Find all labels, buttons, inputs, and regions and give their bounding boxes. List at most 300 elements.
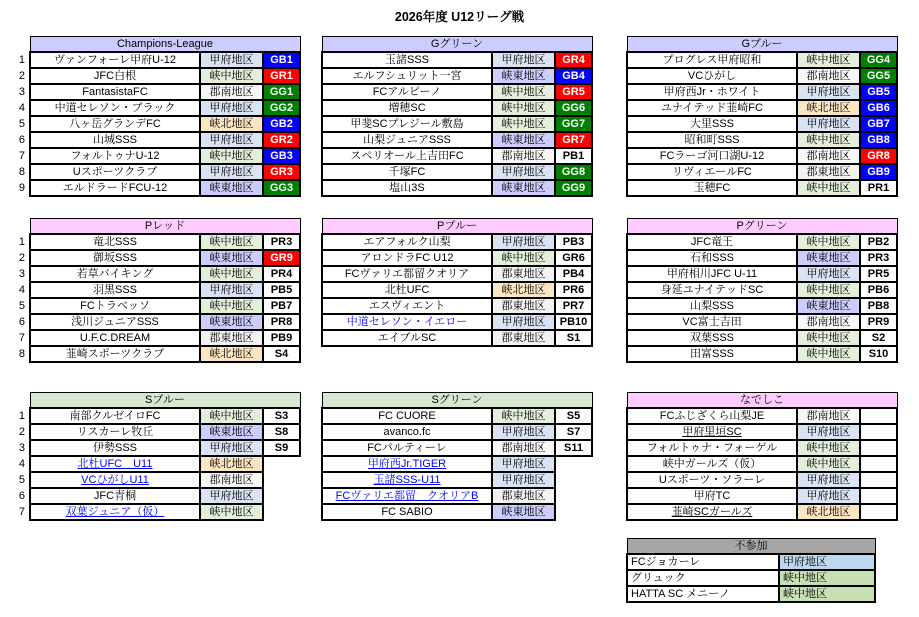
table-row xyxy=(14,100,300,116)
team-name-cell xyxy=(627,488,797,504)
district-cell: 峡東地区 xyxy=(200,314,263,330)
team-name-cell xyxy=(30,346,200,362)
district-cell: 峡中地区 xyxy=(779,570,875,586)
table-row xyxy=(14,282,300,298)
row-number xyxy=(611,408,627,424)
district-cell: 甲府地区 xyxy=(492,314,555,330)
district-cell: 峡中地区 xyxy=(797,234,860,250)
code-cell: GG7 xyxy=(555,116,592,132)
district-cell: 甲府地区 xyxy=(797,84,860,100)
table-row xyxy=(14,330,300,346)
team-name: 南部クルゼイロFC xyxy=(69,410,161,422)
table-row xyxy=(14,250,300,266)
district-cell: 郡南地区 xyxy=(797,314,860,330)
district-cell: 峡中地区 xyxy=(492,84,555,100)
team-name-link[interactable]: FCヴァリエ都留 クオリアB xyxy=(335,490,479,502)
row-number xyxy=(306,164,322,180)
team-name: 韮崎SCガールズ xyxy=(671,506,753,518)
team-name-cell xyxy=(30,314,200,330)
district-cell: 峡中地区 xyxy=(200,148,263,164)
table-row xyxy=(14,504,300,520)
empty-code-area xyxy=(555,456,592,472)
team-name-cell xyxy=(627,148,797,164)
team-name-cell xyxy=(322,234,492,250)
team-name-cell[interactable] xyxy=(322,456,492,472)
district-cell: 甲府地区 xyxy=(200,282,263,298)
row-number xyxy=(306,488,322,504)
team-name-cell xyxy=(30,250,200,266)
team-name: グリュック xyxy=(631,572,686,584)
team-name-link[interactable]: 甲府西Jr.TIGER xyxy=(367,458,447,470)
team-name: フォルトゥナU-12 xyxy=(70,150,160,162)
code-cell: PR4 xyxy=(263,266,300,282)
row-number xyxy=(611,314,627,330)
empty-code-area xyxy=(263,472,300,488)
row-number xyxy=(611,440,627,456)
team-name: Uスポーツ・ソラーレ xyxy=(658,474,766,486)
row-number xyxy=(306,180,322,196)
district-cell: 峡中地区 xyxy=(200,408,263,424)
header-spacer xyxy=(306,219,322,235)
row-number xyxy=(611,266,627,282)
team-name-cell xyxy=(627,298,797,314)
code-cell: PB10 xyxy=(555,314,592,330)
row-number: 8 xyxy=(18,166,25,178)
code-cell: GR1 xyxy=(263,68,300,84)
team-name-cell xyxy=(322,132,492,148)
team-name-cell xyxy=(322,282,492,298)
row-number: 9 xyxy=(18,182,25,194)
district-cell: 峡北地区 xyxy=(797,504,860,520)
row-number: 4 xyxy=(18,284,25,296)
district-cell: 峡中地区 xyxy=(200,504,263,520)
district-cell: 峡東地区 xyxy=(492,68,555,84)
table-row xyxy=(14,346,300,362)
district-cell: 郡東地区 xyxy=(200,330,263,346)
table-row xyxy=(611,314,897,330)
team-name-cell xyxy=(627,180,797,196)
table-row xyxy=(611,408,897,424)
code-cell: PB6 xyxy=(860,282,897,298)
team-name-cell xyxy=(322,116,492,132)
team-name: FCふじざくら山梨JE xyxy=(659,410,765,422)
row-number xyxy=(306,298,322,314)
table-row xyxy=(306,266,592,282)
team-name: FCヴァリエ都留クオリア xyxy=(344,268,470,280)
team-name-cell[interactable] xyxy=(30,472,200,488)
row-number: 7 xyxy=(18,150,25,162)
table-p-blue xyxy=(306,218,593,347)
team-name-cell xyxy=(627,472,797,488)
team-name-cell xyxy=(627,408,797,424)
team-name-cell xyxy=(30,148,200,164)
district-cell: 峡中地区 xyxy=(200,298,263,314)
grid-pblue xyxy=(306,218,593,347)
table-row xyxy=(306,330,592,346)
code-cell: S10 xyxy=(860,346,897,362)
team-name-cell xyxy=(30,282,200,298)
table-row xyxy=(306,116,592,132)
header-spacer xyxy=(611,219,627,235)
district-cell: 甲府地区 xyxy=(797,472,860,488)
table-row xyxy=(14,148,300,164)
row-number xyxy=(611,586,627,602)
row-number: 4 xyxy=(18,458,25,470)
table-row xyxy=(611,424,897,440)
team-name-cell xyxy=(627,100,797,116)
table-row xyxy=(14,472,300,488)
district-cell: 甲府地区 xyxy=(492,52,555,68)
team-name: 伊勢SSS xyxy=(92,442,137,454)
code-cell: GR4 xyxy=(555,52,592,68)
team-name: リスカーレ牧丘 xyxy=(76,426,154,438)
table-s-blue xyxy=(14,392,301,521)
code-cell: GG8 xyxy=(555,164,592,180)
code-cell: PB2 xyxy=(860,234,897,250)
row-number xyxy=(611,84,627,100)
empty-code-area xyxy=(555,504,592,520)
table-row xyxy=(611,456,897,472)
team-name: 若草バイキング xyxy=(76,268,154,280)
table-row xyxy=(14,440,300,456)
team-name: 甲府相川JFC U-11 xyxy=(666,268,758,280)
team-name: 北杜UFC xyxy=(384,284,430,296)
district-cell: 郡南地区 xyxy=(200,472,263,488)
table-row xyxy=(306,234,592,250)
row-number xyxy=(611,68,627,84)
team-name: 甲斐SCプレジール敷島 xyxy=(350,118,464,130)
grid-pred xyxy=(14,218,301,363)
table-row xyxy=(14,234,300,250)
district-cell: 峡中地区 xyxy=(797,440,860,456)
row-number xyxy=(306,424,322,440)
row-number xyxy=(306,148,322,164)
team-name: VC富士吉田 xyxy=(682,316,742,328)
code-cell xyxy=(860,488,897,504)
team-name-cell xyxy=(627,68,797,84)
table-row xyxy=(306,424,592,440)
code-cell: PR3 xyxy=(860,250,897,266)
team-name-cell xyxy=(30,164,200,180)
table-row xyxy=(14,424,300,440)
header-spacer xyxy=(306,393,322,409)
team-name: エアフォルク山梨 xyxy=(363,236,451,248)
table-row xyxy=(14,266,300,282)
row-number xyxy=(306,100,322,116)
row-number xyxy=(306,314,322,330)
table-row xyxy=(306,504,592,520)
row-number xyxy=(611,472,627,488)
team-name-link[interactable]: 北杜UFC U11 xyxy=(77,458,153,470)
row-number xyxy=(306,472,322,488)
table-row xyxy=(611,488,897,504)
district-cell: 郡南地区 xyxy=(797,68,860,84)
team-name: 韮崎スポーツクラブ xyxy=(65,348,165,360)
header-spacer xyxy=(611,37,627,53)
team-name-cell[interactable] xyxy=(30,504,200,520)
row-number xyxy=(611,554,627,570)
table-row xyxy=(611,68,897,84)
team-name-cell xyxy=(322,84,492,100)
district-cell: 甲府地区 xyxy=(797,488,860,504)
row-number xyxy=(611,164,627,180)
table-row xyxy=(611,346,897,362)
table-row xyxy=(611,330,897,346)
code-cell: PR1 xyxy=(860,180,897,196)
team-name-link[interactable]: VCひがしU11 xyxy=(81,474,149,486)
team-name: エルフシュリット一宮 xyxy=(352,70,462,82)
row-number xyxy=(611,456,627,472)
team-name: プログレス甲府昭和 xyxy=(662,54,762,66)
team-name-cell xyxy=(627,586,779,602)
table-p-red xyxy=(14,218,301,363)
team-name-cell xyxy=(627,84,797,100)
team-name: スペリオール上吉田FC xyxy=(350,150,464,162)
team-name-cell[interactable] xyxy=(322,488,492,504)
page-title: 2026年度 U12リーグ戦 xyxy=(394,10,525,24)
code-cell: PB9 xyxy=(263,330,300,346)
district-cell: 峡中地区 xyxy=(797,132,860,148)
table-row xyxy=(611,234,897,250)
row-number xyxy=(611,504,627,520)
code-cell: S9 xyxy=(263,440,300,456)
district-cell: 峡中地区 xyxy=(797,52,860,68)
team-name-cell xyxy=(322,148,492,164)
table-row xyxy=(306,472,592,488)
team-name-cell xyxy=(322,330,492,346)
table-row xyxy=(14,116,300,132)
code-cell: PB8 xyxy=(860,298,897,314)
grid-sgreen xyxy=(306,392,593,521)
team-name-cell xyxy=(627,330,797,346)
team-name: 羽黒SSS xyxy=(92,284,137,296)
team-name: Uスポーツクラブ xyxy=(72,166,158,178)
table-row xyxy=(306,314,592,330)
row-number: 2 xyxy=(18,426,25,438)
row-number: 4 xyxy=(18,102,25,114)
code-cell: S1 xyxy=(555,330,592,346)
row-number xyxy=(306,408,322,424)
team-name: 千塚FC xyxy=(388,166,426,178)
code-cell: GR2 xyxy=(263,132,300,148)
code-cell: GG5 xyxy=(860,68,897,84)
district-cell: 郡東地区 xyxy=(492,330,555,346)
row-number xyxy=(611,132,627,148)
grid-fusanka xyxy=(611,538,876,603)
district-cell: 峡中地区 xyxy=(200,68,263,84)
code-cell: GR3 xyxy=(263,164,300,180)
team-name: FC CUORE xyxy=(378,410,436,422)
team-name-cell xyxy=(627,116,797,132)
row-number xyxy=(611,346,627,362)
district-cell: 峡中地区 xyxy=(492,100,555,116)
table-header-label: Sグリーン xyxy=(322,393,592,409)
row-number xyxy=(611,424,627,440)
team-name: FantasistaFC xyxy=(82,86,148,98)
team-name-cell[interactable] xyxy=(322,472,492,488)
team-name: FC SABIO xyxy=(381,506,433,518)
row-number xyxy=(611,488,627,504)
row-number xyxy=(306,330,322,346)
district-cell: 甲府地区 xyxy=(200,488,263,504)
team-name-cell xyxy=(30,84,200,100)
row-number xyxy=(306,68,322,84)
table-row xyxy=(611,298,897,314)
team-name-cell[interactable] xyxy=(30,456,200,472)
team-name-link[interactable]: 双葉ジュニア（仮） xyxy=(65,506,165,518)
row-number xyxy=(611,330,627,346)
table-row xyxy=(611,504,897,520)
district-cell: 峡東地区 xyxy=(492,504,555,520)
team-name-cell xyxy=(627,52,797,68)
code-cell xyxy=(860,472,897,488)
team-name: FCアルピーノ xyxy=(372,86,442,98)
code-cell: GR9 xyxy=(263,250,300,266)
row-number: 3 xyxy=(18,268,25,280)
empty-code-area xyxy=(263,504,300,520)
code-cell: GG3 xyxy=(263,180,300,196)
table-row xyxy=(611,148,897,164)
team-name-cell xyxy=(627,456,797,472)
team-name: 昭和町SSS xyxy=(684,134,740,146)
row-number xyxy=(306,52,322,68)
team-name: U.F.C.DREAM xyxy=(79,332,151,344)
code-cell: GR8 xyxy=(860,148,897,164)
district-cell: 甲府地区 xyxy=(779,554,875,570)
code-cell: S2 xyxy=(860,330,897,346)
code-cell: GB5 xyxy=(860,84,897,100)
team-name: JFC青桐 xyxy=(93,490,137,502)
team-name-cell xyxy=(627,440,797,456)
table-row xyxy=(611,282,897,298)
team-name-cell[interactable] xyxy=(322,314,492,330)
team-name: 甲府西Jr・ホワイト xyxy=(663,86,761,98)
row-number xyxy=(611,570,627,586)
team-name-cell xyxy=(322,440,492,456)
row-number xyxy=(306,456,322,472)
district-cell: 郡東地区 xyxy=(797,164,860,180)
table-champions-league xyxy=(14,36,301,197)
empty-code-area xyxy=(555,472,592,488)
team-name: 石和SSS xyxy=(689,252,734,264)
district-cell: 峡北地区 xyxy=(200,346,263,362)
team-name: 増穂SC xyxy=(388,102,426,114)
row-number xyxy=(611,52,627,68)
table-row xyxy=(306,408,592,424)
district-cell: 峡中地区 xyxy=(797,346,860,362)
code-cell: PR7 xyxy=(555,298,592,314)
table-row xyxy=(611,586,875,602)
team-name-cell xyxy=(627,346,797,362)
table-row xyxy=(14,408,300,424)
code-cell: GG9 xyxy=(555,180,592,196)
district-cell: 峡中地区 xyxy=(797,180,860,196)
team-name: ヴァンフォーレ甲府U-12 xyxy=(54,54,176,66)
team-name: フォルトゥナ・フォーゲル xyxy=(646,442,778,454)
team-name: 峡中ガールズ（仮） xyxy=(662,458,762,470)
table-row xyxy=(611,440,897,456)
team-name: 山梨ジュニアSSS xyxy=(363,134,451,146)
table-p-green xyxy=(611,218,898,363)
team-name-link[interactable]: 中道セレソン・イエロー xyxy=(346,316,468,328)
code-cell: GB9 xyxy=(860,164,897,180)
team-name: FCラーゴ河口湖U-12 xyxy=(659,150,765,162)
district-cell: 峡中地区 xyxy=(797,330,860,346)
team-name: JFC白根 xyxy=(93,70,137,82)
header-spacer xyxy=(14,219,30,235)
row-number: 5 xyxy=(18,118,25,130)
table-row xyxy=(611,116,897,132)
row-number: 7 xyxy=(18,332,25,344)
district-cell: 郡南地区 xyxy=(200,84,263,100)
code-cell: GR5 xyxy=(555,84,592,100)
table-s-green xyxy=(306,392,593,521)
table-row xyxy=(306,68,592,84)
team-name-cell xyxy=(30,234,200,250)
team-name-cell xyxy=(30,424,200,440)
row-number: 2 xyxy=(18,70,25,82)
table-row xyxy=(14,132,300,148)
team-name: 山城SSS xyxy=(92,134,137,146)
table-row xyxy=(14,314,300,330)
team-name: 田富SSS xyxy=(689,348,734,360)
code-cell: PB1 xyxy=(555,148,592,164)
code-cell xyxy=(860,408,897,424)
team-name-cell xyxy=(30,68,200,84)
table-row xyxy=(611,554,875,570)
team-name: FCトラベッソ xyxy=(80,300,150,312)
team-name: VCひがし xyxy=(687,70,737,82)
row-number: 6 xyxy=(18,490,25,502)
table-row xyxy=(306,52,592,68)
row-number: 2 xyxy=(18,252,25,264)
district-cell: 峡北地区 xyxy=(492,282,555,298)
team-name-link[interactable]: 玉諸SSS-U11 xyxy=(373,474,441,486)
team-name-cell xyxy=(627,250,797,266)
code-cell xyxy=(860,424,897,440)
row-number xyxy=(306,266,322,282)
code-cell: S4 xyxy=(263,346,300,362)
row-number: 1 xyxy=(18,54,25,66)
header-spacer xyxy=(14,393,30,409)
row-number xyxy=(611,180,627,196)
grid-champions xyxy=(14,36,301,197)
table-row xyxy=(306,100,592,116)
table-row xyxy=(306,180,592,196)
team-name: FCパルティーレ xyxy=(367,442,447,454)
code-cell: GR7 xyxy=(555,132,592,148)
table-row xyxy=(14,84,300,100)
code-cell: PR3 xyxy=(263,234,300,250)
empty-code-area xyxy=(263,456,300,472)
code-cell: PB7 xyxy=(263,298,300,314)
header-spacer xyxy=(611,393,627,409)
table-row xyxy=(611,472,897,488)
team-name-cell xyxy=(322,504,492,520)
district-cell: 峡中地区 xyxy=(200,266,263,282)
district-cell: 郡東地区 xyxy=(492,266,555,282)
district-cell: 峡東地区 xyxy=(797,298,860,314)
row-number: 1 xyxy=(18,236,25,248)
table-row xyxy=(611,180,897,196)
code-cell xyxy=(860,456,897,472)
code-cell: PR6 xyxy=(555,282,592,298)
team-name: FCジョカーレ xyxy=(631,556,701,568)
table-g-green xyxy=(306,36,593,197)
team-name: ユナイテッド韮崎FC xyxy=(661,102,763,114)
team-name: avanco.fc xyxy=(383,426,431,438)
code-cell: GR6 xyxy=(555,250,592,266)
